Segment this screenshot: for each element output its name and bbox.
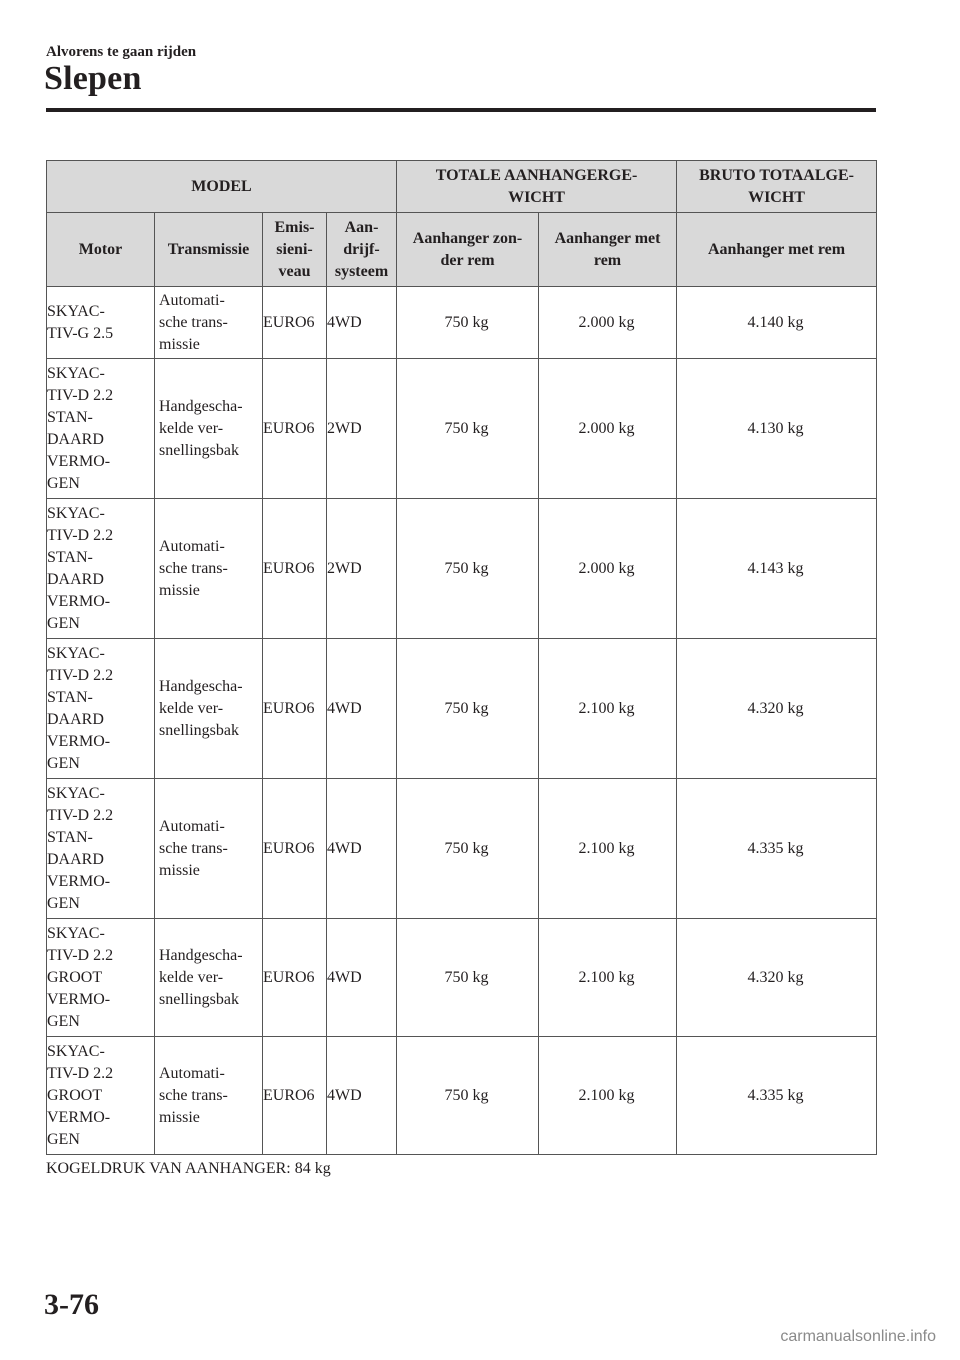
header-motor: Motor	[47, 213, 155, 287]
cell-emission: EURO6	[263, 359, 327, 499]
table-row	[47, 359, 877, 499]
header-drive: Aan- drijf- systeem	[327, 213, 397, 287]
cell-transmission: Automati- sche trans- missie	[155, 287, 263, 359]
cell-emission: EURO6	[263, 919, 327, 1037]
page-title: Slepen	[44, 60, 142, 97]
cell-drive: 4WD	[327, 779, 397, 919]
cell-unbraked: 750 kg	[397, 919, 539, 1037]
cell-transmission: Handgescha- kelde ver- snellingsbak	[155, 639, 263, 779]
header-unbraked: Aanhanger zon- der rem	[397, 213, 539, 287]
header-transmission: Transmissie	[155, 213, 263, 287]
towing-spec-table	[46, 160, 877, 1155]
cell-motor: SKYAC- TIV-D 2.2 STAN- DAARD VERMO- GEN	[47, 359, 155, 499]
header-gross-weight: BRUTO TOTAALGE- WICHT	[677, 161, 877, 213]
cell-motor: SKYAC- TIV-D 2.2 GROOT VERMO- GEN	[47, 919, 155, 1037]
cell-unbraked: 750 kg	[397, 359, 539, 499]
cell-braked: 2.100 kg	[539, 639, 677, 779]
cell-braked: 2.100 kg	[539, 779, 677, 919]
cell-transmission: Handgescha- kelde ver- snellingsbak	[155, 359, 263, 499]
table-row	[47, 639, 877, 779]
cell-gross: 4.143 kg	[677, 499, 877, 639]
table-row	[47, 499, 877, 639]
cell-gross: 4.130 kg	[677, 359, 877, 499]
header-total-trailer-weight: TOTALE AANHANGERGE- WICHT	[397, 161, 677, 213]
cell-gross: 4.335 kg	[677, 779, 877, 919]
cell-drive: 4WD	[327, 1037, 397, 1155]
table-row	[47, 287, 877, 359]
cell-emission: EURO6	[263, 779, 327, 919]
cell-drive: 4WD	[327, 287, 397, 359]
cell-transmission: Automati- sche trans- missie	[155, 779, 263, 919]
page-number: 3-76	[44, 1288, 99, 1321]
header-emission: Emis- sieni- veau	[263, 213, 327, 287]
cell-gross: 4.320 kg	[677, 919, 877, 1037]
watermark: carmanualsonline.info	[780, 1328, 936, 1345]
cell-braked: 2.000 kg	[539, 499, 677, 639]
section-label: Alvorens te gaan rijden	[46, 44, 197, 60]
tongue-weight-note: KOGELDRUK VAN AANHANGER: 84 kg	[46, 1160, 331, 1177]
cell-unbraked: 750 kg	[397, 287, 539, 359]
table-row	[47, 919, 877, 1037]
cell-braked: 2.100 kg	[539, 1037, 677, 1155]
cell-gross: 4.140 kg	[677, 287, 877, 359]
cell-drive: 4WD	[327, 919, 397, 1037]
cell-gross: 4.320 kg	[677, 639, 877, 779]
cell-transmission: Handgescha- kelde ver- snellingsbak	[155, 919, 263, 1037]
table-row	[47, 1037, 877, 1155]
header-divider	[46, 108, 876, 112]
cell-motor: SKYAC- TIV-D 2.2 STAN- DAARD VERMO- GEN	[47, 779, 155, 919]
header-braked: Aanhanger met rem	[539, 213, 677, 287]
cell-unbraked: 750 kg	[397, 499, 539, 639]
cell-braked: 2.000 kg	[539, 287, 677, 359]
cell-gross: 4.335 kg	[677, 1037, 877, 1155]
cell-transmission: Automati- sche trans- missie	[155, 499, 263, 639]
header-model: MODEL	[47, 161, 397, 213]
cell-unbraked: 750 kg	[397, 639, 539, 779]
cell-emission: EURO6	[263, 499, 327, 639]
table-row	[47, 779, 877, 919]
cell-drive: 2WD	[327, 359, 397, 499]
cell-braked: 2.100 kg	[539, 919, 677, 1037]
cell-motor: SKYAC- TIV-G 2.5	[47, 287, 155, 359]
cell-unbraked: 750 kg	[397, 779, 539, 919]
cell-drive: 2WD	[327, 499, 397, 639]
cell-emission: EURO6	[263, 287, 327, 359]
header-gross-braked: Aanhanger met rem	[677, 213, 877, 287]
cell-emission: EURO6	[263, 1037, 327, 1155]
cell-motor: SKYAC- TIV-D 2.2 STAN- DAARD VERMO- GEN	[47, 499, 155, 639]
cell-drive: 4WD	[327, 639, 397, 779]
cell-emission: EURO6	[263, 639, 327, 779]
cell-motor: SKYAC- TIV-D 2.2 STAN- DAARD VERMO- GEN	[47, 639, 155, 779]
cell-motor: SKYAC- TIV-D 2.2 GROOT VERMO- GEN	[47, 1037, 155, 1155]
cell-braked: 2.000 kg	[539, 359, 677, 499]
cell-transmission: Automati- sche trans- missie	[155, 1037, 263, 1155]
cell-unbraked: 750 kg	[397, 1037, 539, 1155]
